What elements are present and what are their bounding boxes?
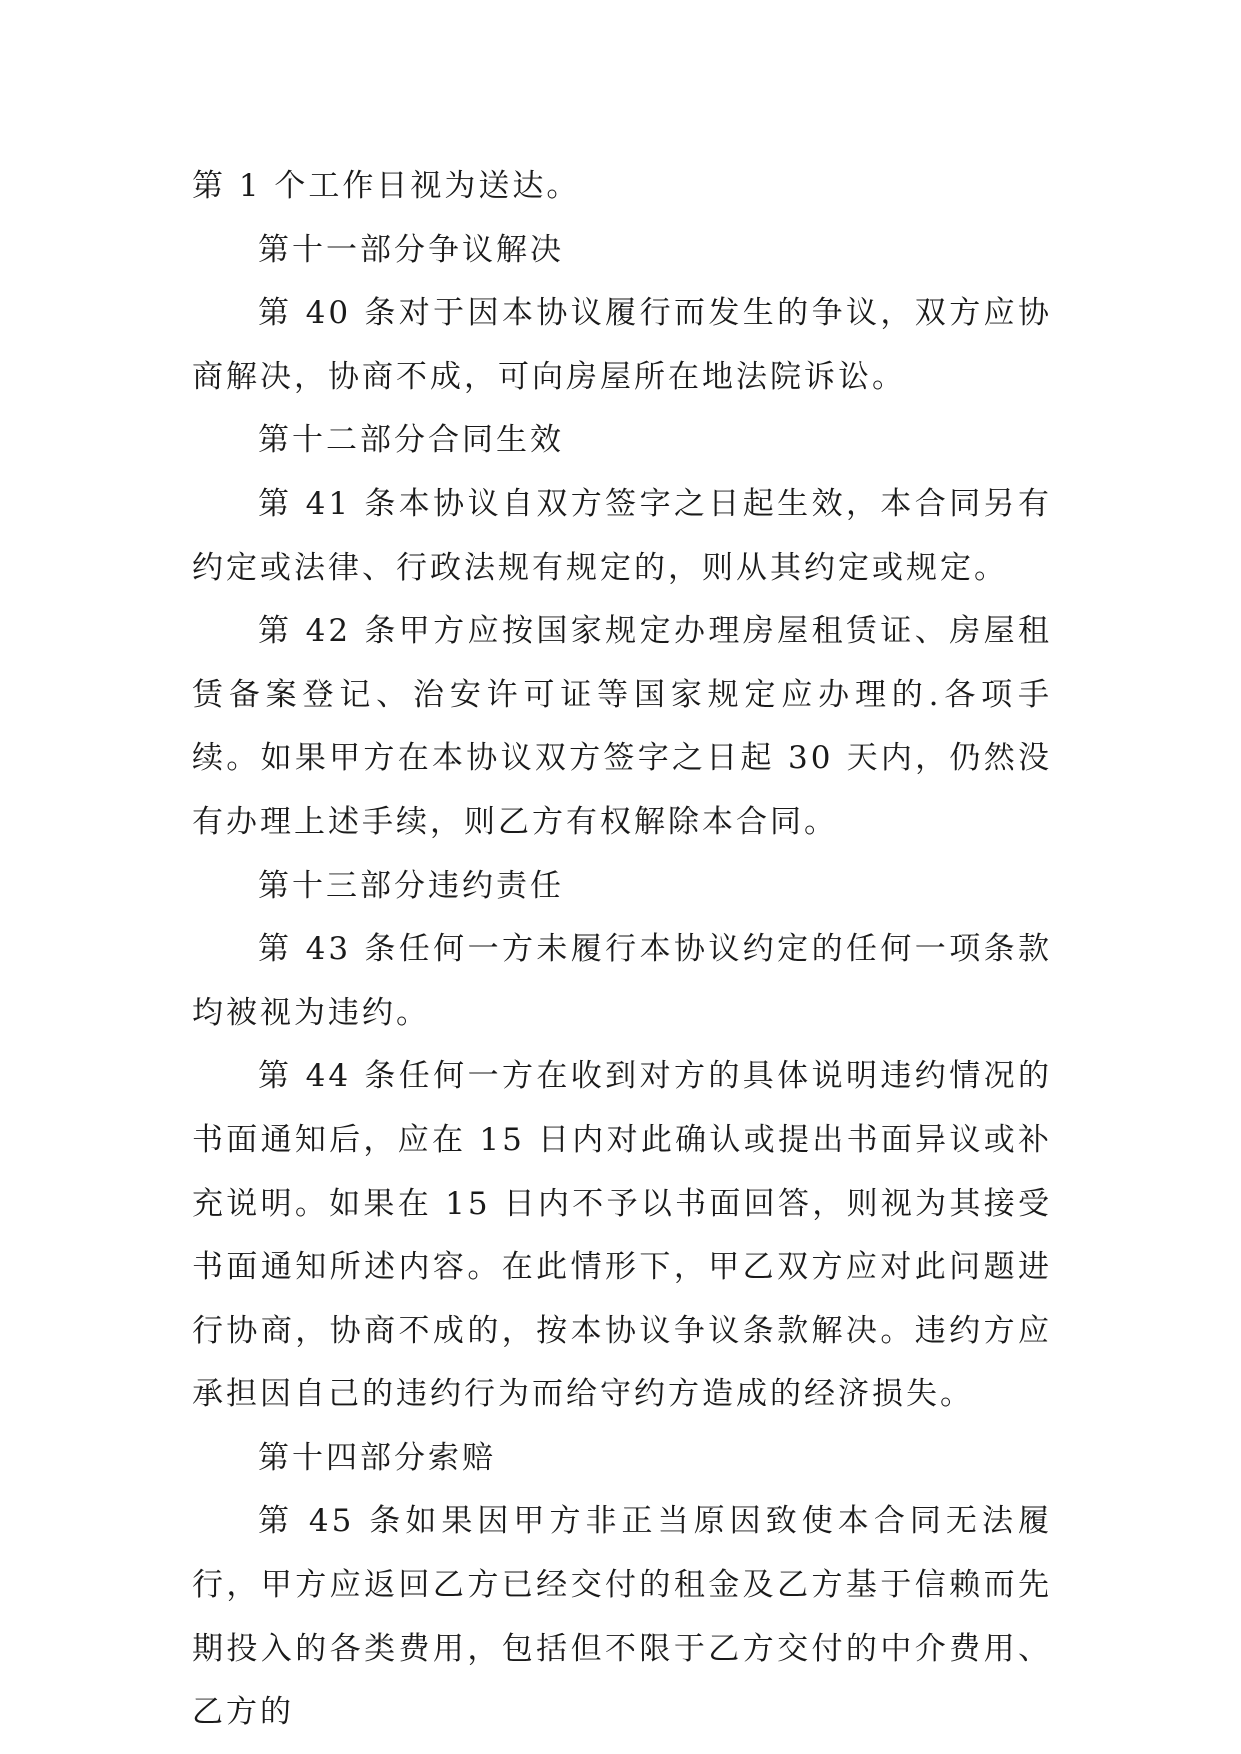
section-heading-contract-effectiveness: 第十二部分合同生效: [258, 422, 564, 459]
article-45: 第 45 条如果因甲方非正当原因致使本合同无法履行，甲方应返回乙方已经交付的租金及乙方基于信赖而先期投入的各类费用，包括但不限于乙方交付的中介费用、乙方的: [192, 1503, 1052, 1731]
section-heading-dispute-resolution: 第十一部分争议解决: [258, 231, 564, 268]
article-40: 第 40 条对于因本协议履行而发生的争议，双方应协商解决，协商不成，可向房屋所在地法院诉讼。: [192, 295, 1052, 395]
article-43: 第 43 条任何一方未履行本协议约定的任何一项条款均被视为违约。: [192, 931, 1052, 1031]
section-heading-breach-liability: 第十三部分违约责任: [258, 867, 564, 904]
article-41: 第 41 条本协议自双方签字之日起生效，本合同另有约定或法律、行政法规有规定的，则从其约定或规定。: [192, 485, 1052, 586]
document-body: [192, 155, 1052, 1745]
paragraph-delivery-continued: 第 1 个工作日视为送达。: [192, 168, 581, 204]
section-heading-claims: 第十四部分索赔: [258, 1439, 496, 1476]
article-44: 第 44 条任何一方在收到对方的具体说明违约情况的书面通知后，应在 15 日内对此确认或提出书面异议或补充说明。如果在 15 日内不予以书面回答，则视为其接受书面通知所述内容。在此情形下，甲乙双方应对此问题进行协商，协商不成的，按本协议争议条款解决。违约方应承担因自己的违约行为而给守约方造成的经济损失。: [192, 1058, 1052, 1413]
article-42: 第 42 条甲方应按国家规定办理房屋租赁证、房屋租赁备案登记、治安许可证等国家规定应办理的.各项手续。如果甲方在本协议双方签字之日起 30 天内，仍然没有办理上述手续，则乙方有权解除本合同。: [192, 613, 1052, 840]
